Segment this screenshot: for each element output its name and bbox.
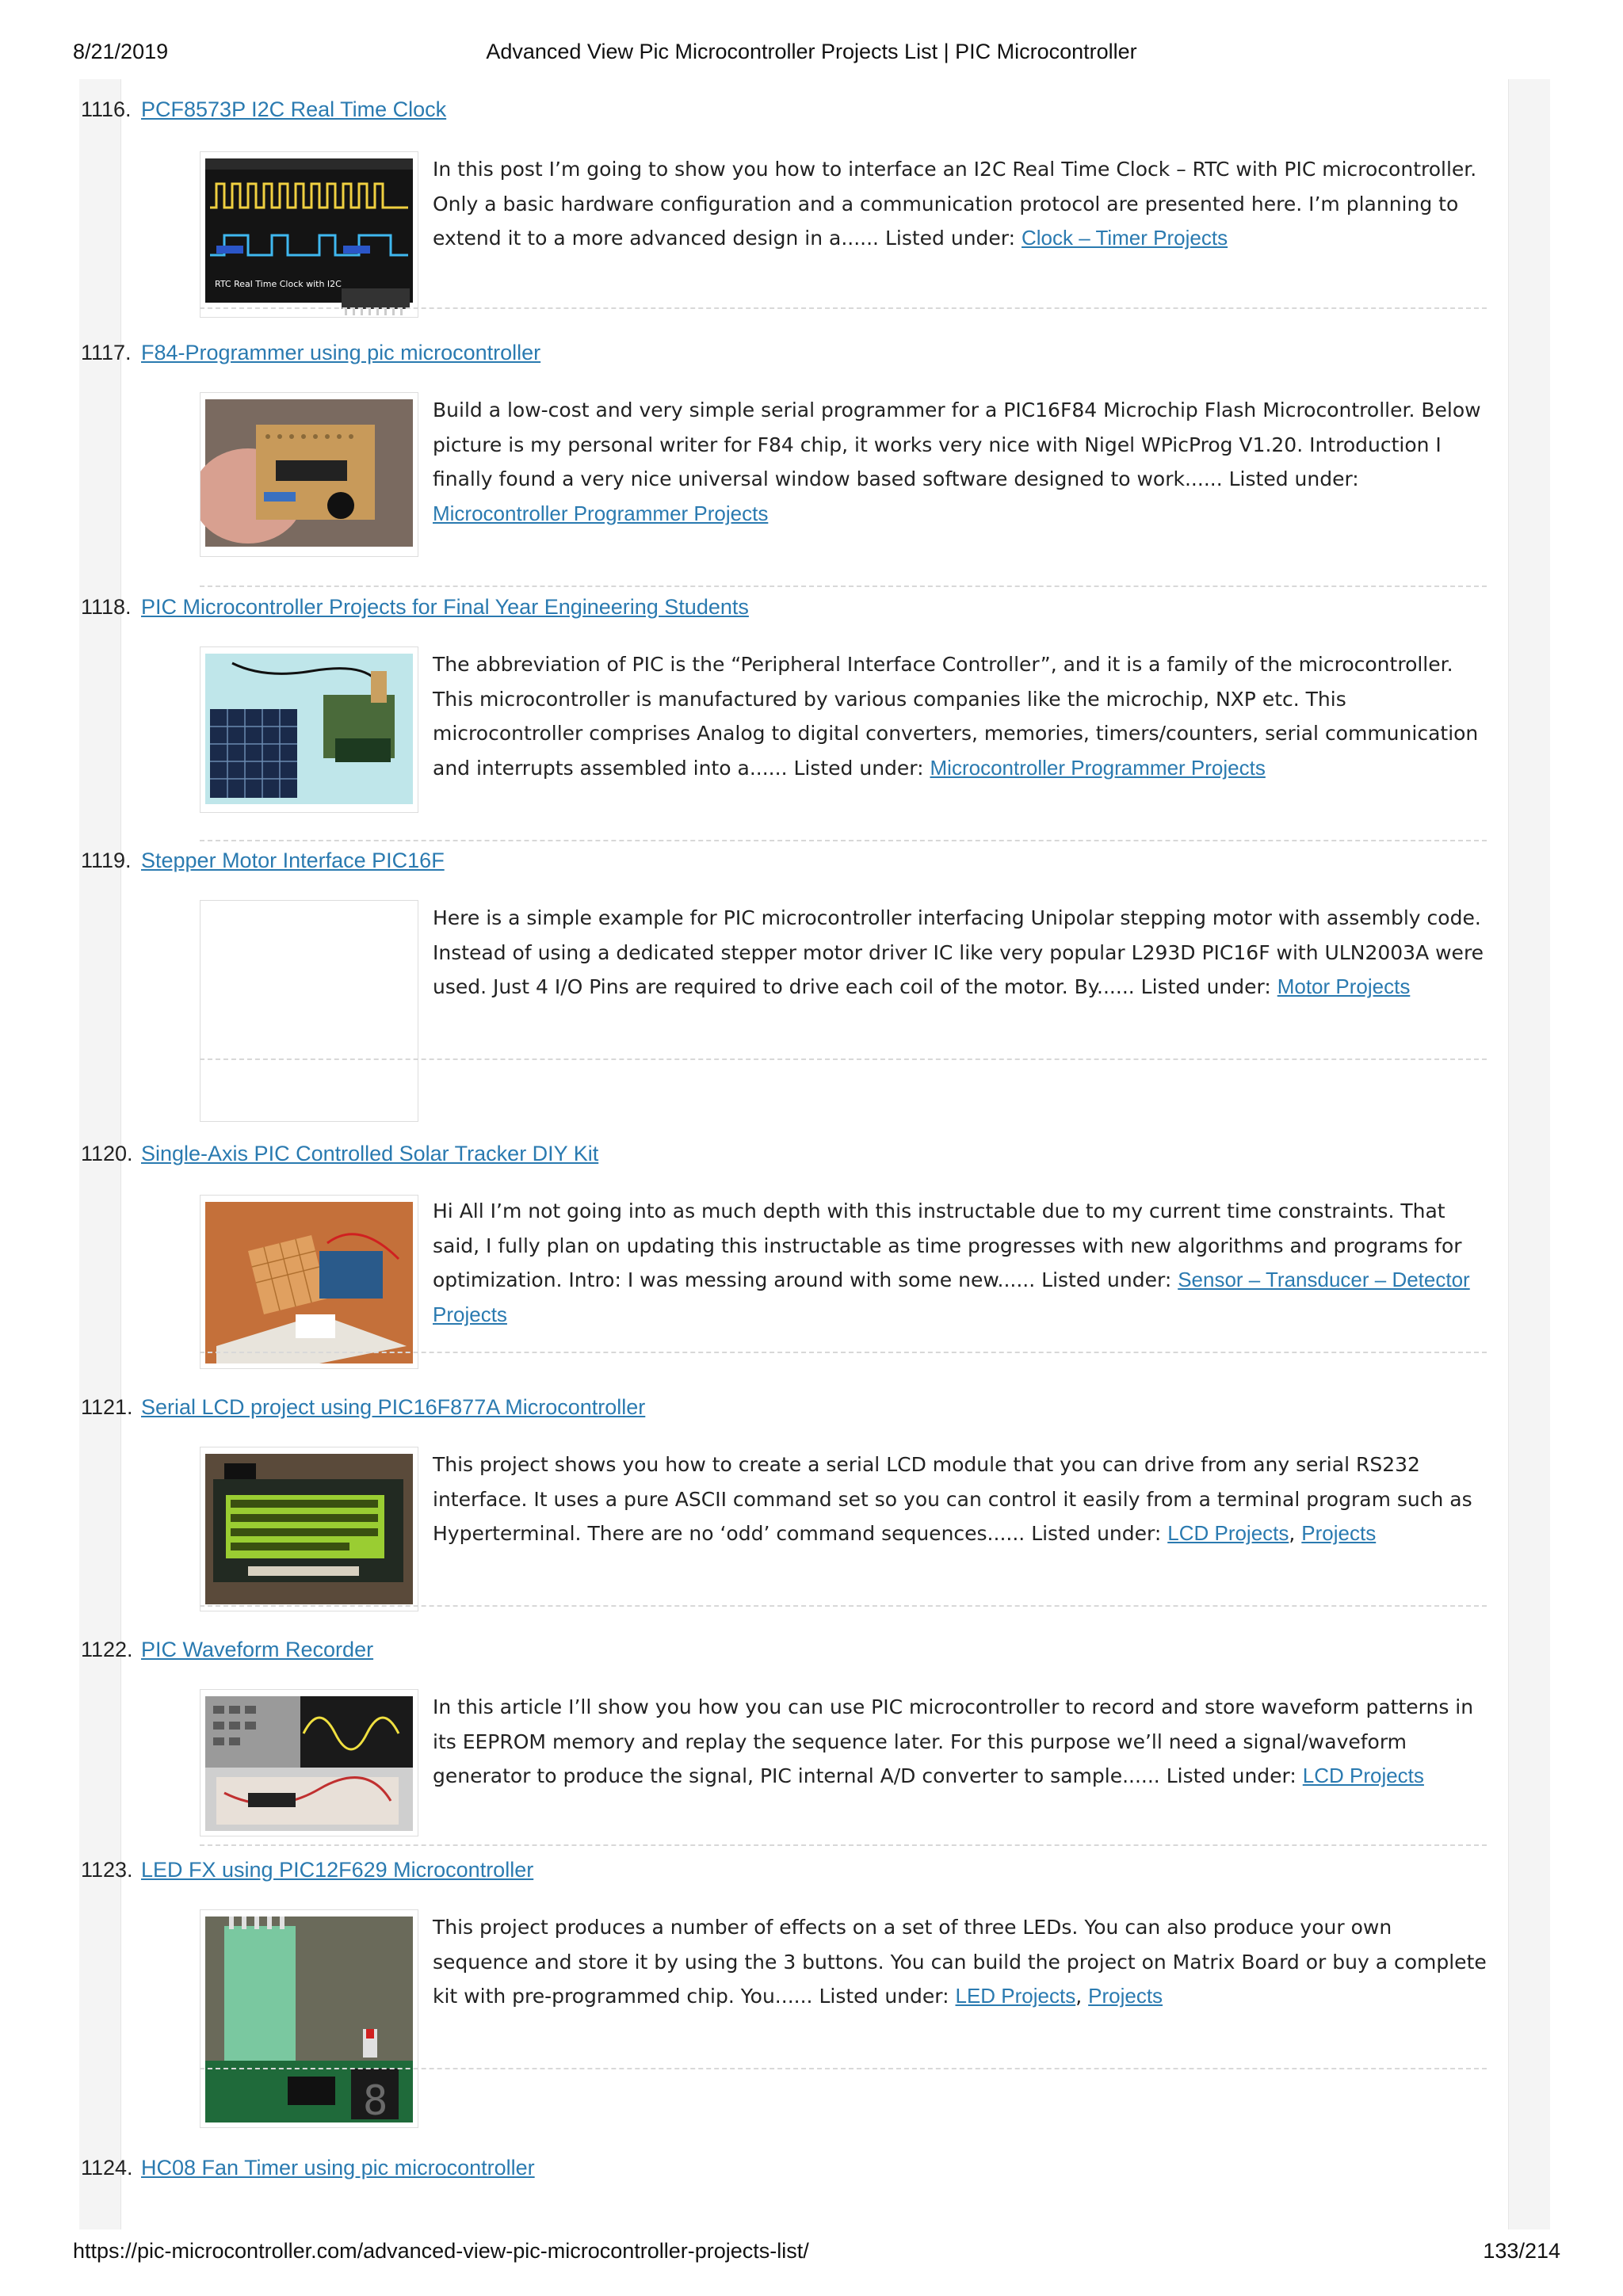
entry-number: 1119.: [81, 849, 132, 872]
entry-divider: [200, 1844, 1487, 1846]
entry-title-link[interactable]: HC08 Fan Timer using pic microcontroller: [141, 2156, 535, 2180]
print-url: https://pic-microcontroller.com/advanced-view-pic-microcontroller-projects-list/: [73, 2239, 809, 2263]
entry-excerpt: Build a low-cost and very simple serial programmer for a PIC16F84 Microchip Flash Microcontroller. Below picture is my personal writer for F84 chip, it works very nice with Nigel WPicProg V1.20. Introduction I finally found a very nice universal window based software designed to work...... Listed under: Microcontroller Programmer Projects: [433, 399, 1481, 525]
entry-excerpt: In this post I’m going to show you how to interface an I2C Real Time Clock – RTC with PIC microcontroller. Only a basic hardware configuration and a communication protocol are presented here. I’m planning to extend it to a more advanced design in a...... Listed under: Clock – Timer Projects: [433, 158, 1477, 250]
entry-number: 1121.: [81, 1395, 133, 1419]
entry-excerpt: The abbreviation of PIC is the “Peripheral Interface Controller”, and it is a family of the microcontroller. This microcontroller is manufactured by various companies like the microchip, NXP etc. This microcontroller comprises Analog to digital converters, memories, timers/counters, serial communication and interrupts assembled into a...... Listed under: Microcontroller Programmer Projects: [433, 653, 1479, 780]
category-link[interactable]: LCD Projects: [1167, 1521, 1289, 1545]
entry-thumbnail[interactable]: [200, 151, 418, 318]
entry-title-link[interactable]: PIC Microcontroller Projects for Final Year Engineering Students: [141, 595, 749, 619]
entry-thumbnail[interactable]: [200, 1447, 418, 1611]
entry-divider: [200, 1058, 1487, 1060]
category-link[interactable]: Projects: [1301, 1521, 1377, 1545]
entry-title-link[interactable]: Single-Axis PIC Controlled Solar Tracker DIY Kit: [141, 1142, 599, 1165]
print-footer: [0, 2239, 1623, 2267]
entry-excerpt: This project produces a number of effects on a set of three LEDs. You can also produce your own sequence and store it by using the 3 buttons. You can build the project on Matrix Board or buy a complete kit with pre-programmed chip. You...... Listed under: LED Projects, Projects: [433, 1916, 1487, 2008]
entry-title-link[interactable]: Stepper Motor Interface PIC16F: [141, 849, 445, 872]
entry-thumbnail[interactable]: [200, 1689, 418, 1836]
entry-divider: [200, 307, 1487, 309]
entry-title-link[interactable]: PIC Waveform Recorder: [141, 1638, 374, 1661]
entry-number: 1122.: [81, 1638, 133, 1661]
entry-number: 1117.: [81, 341, 132, 364]
entry-number: 1124.: [81, 2156, 133, 2180]
entry-excerpt: This project shows you how to create a serial LCD module that you can drive from any serial RS232 interface. It uses a pure ASCII command set so you can control it easily from a terminal program such as Hyperterminal. There are no ‘odd’ command sequences...... Listed under: LCD Projects, Projects: [433, 1453, 1472, 1545]
category-link[interactable]: Motor Projects: [1277, 974, 1411, 998]
entry-divider: [200, 840, 1487, 841]
print-header: [0, 40, 1623, 68]
category-link[interactable]: Clock – Timer Projects: [1022, 226, 1228, 250]
category-link[interactable]: Microcontroller Programmer Projects: [930, 755, 1266, 780]
entry-title-link[interactable]: PCF8573P I2C Real Time Clock: [141, 97, 447, 121]
entry-title-link[interactable]: Serial LCD project using PIC16F877A Microcontroller: [141, 1395, 646, 1419]
thumbnail-caption: RTC Real Time Clock with I2C: [215, 279, 342, 289]
entry-number: 1118.: [81, 595, 132, 619]
entry-thumbnail[interactable]: [200, 900, 418, 1122]
print-date: 8/21/2019: [73, 40, 169, 63]
entry-thumbnail[interactable]: [200, 646, 418, 813]
category-link[interactable]: Projects: [1088, 1984, 1163, 2008]
entry-divider: [200, 1605, 1487, 1607]
entry-title-link[interactable]: F84-Programmer using pic microcontroller: [141, 341, 541, 364]
category-link[interactable]: LCD Projects: [1302, 1764, 1424, 1787]
entry-divider: [200, 585, 1487, 587]
entry-number: 1123.: [81, 1858, 133, 1882]
category-link[interactable]: Sensor – Transducer – Detector Projects: [433, 1268, 1470, 1326]
entry-thumbnail[interactable]: [200, 1909, 418, 2128]
print-page-title: Advanced View Pic Microcontroller Projects List | PIC Microcontroller: [486, 40, 1137, 63]
entry-excerpt: Hi All I’m not going into as much depth with this instructable due to my current time constraints. That said, I fully plan on updating this instructable as time progresses with new algorithms and programs for optimization. Intro: I was messing around with some new...... Listed under: Sensor – Transducer – Detector Projects: [433, 1199, 1470, 1326]
entry-title-link[interactable]: LED FX using PIC12F629 Microcontroller: [141, 1858, 534, 1882]
entry-number: 1120.: [81, 1142, 133, 1165]
entry-number: 1116.: [81, 97, 132, 121]
category-link[interactable]: Microcontroller Programmer Projects: [433, 501, 769, 525]
entry-divider: [200, 1352, 1487, 1353]
entry-excerpt: Here is a simple example for PIC microcontroller interfacing Unipolar stepping motor with assembly code. Instead of using a dedicated stepper motor driver IC like very popular L293D PIC16F with ULN2003A were used. Just 4 I/O Pins are required to drive each coil of the motor. By...... Listed under: Motor Projects: [433, 906, 1484, 998]
page-number: 133/214: [1483, 2239, 1560, 2263]
entry-thumbnail[interactable]: [200, 1195, 418, 1369]
svg-text:8: 8: [363, 2077, 388, 2125]
category-link[interactable]: LED Projects: [955, 1984, 1076, 2008]
entry-thumbnail[interactable]: [200, 392, 418, 557]
entry-excerpt: In this article I’ll show you how you can use PIC microcontroller to record and store waveform patterns in its EEPROM memory and replay the sequence later. For this purpose we’ll need a signal/waveform generator to produce the signal, PIC internal A/D converter to sample...... Listed under: LCD Projects: [433, 1695, 1474, 1787]
entry-divider: [200, 2068, 1487, 2069]
